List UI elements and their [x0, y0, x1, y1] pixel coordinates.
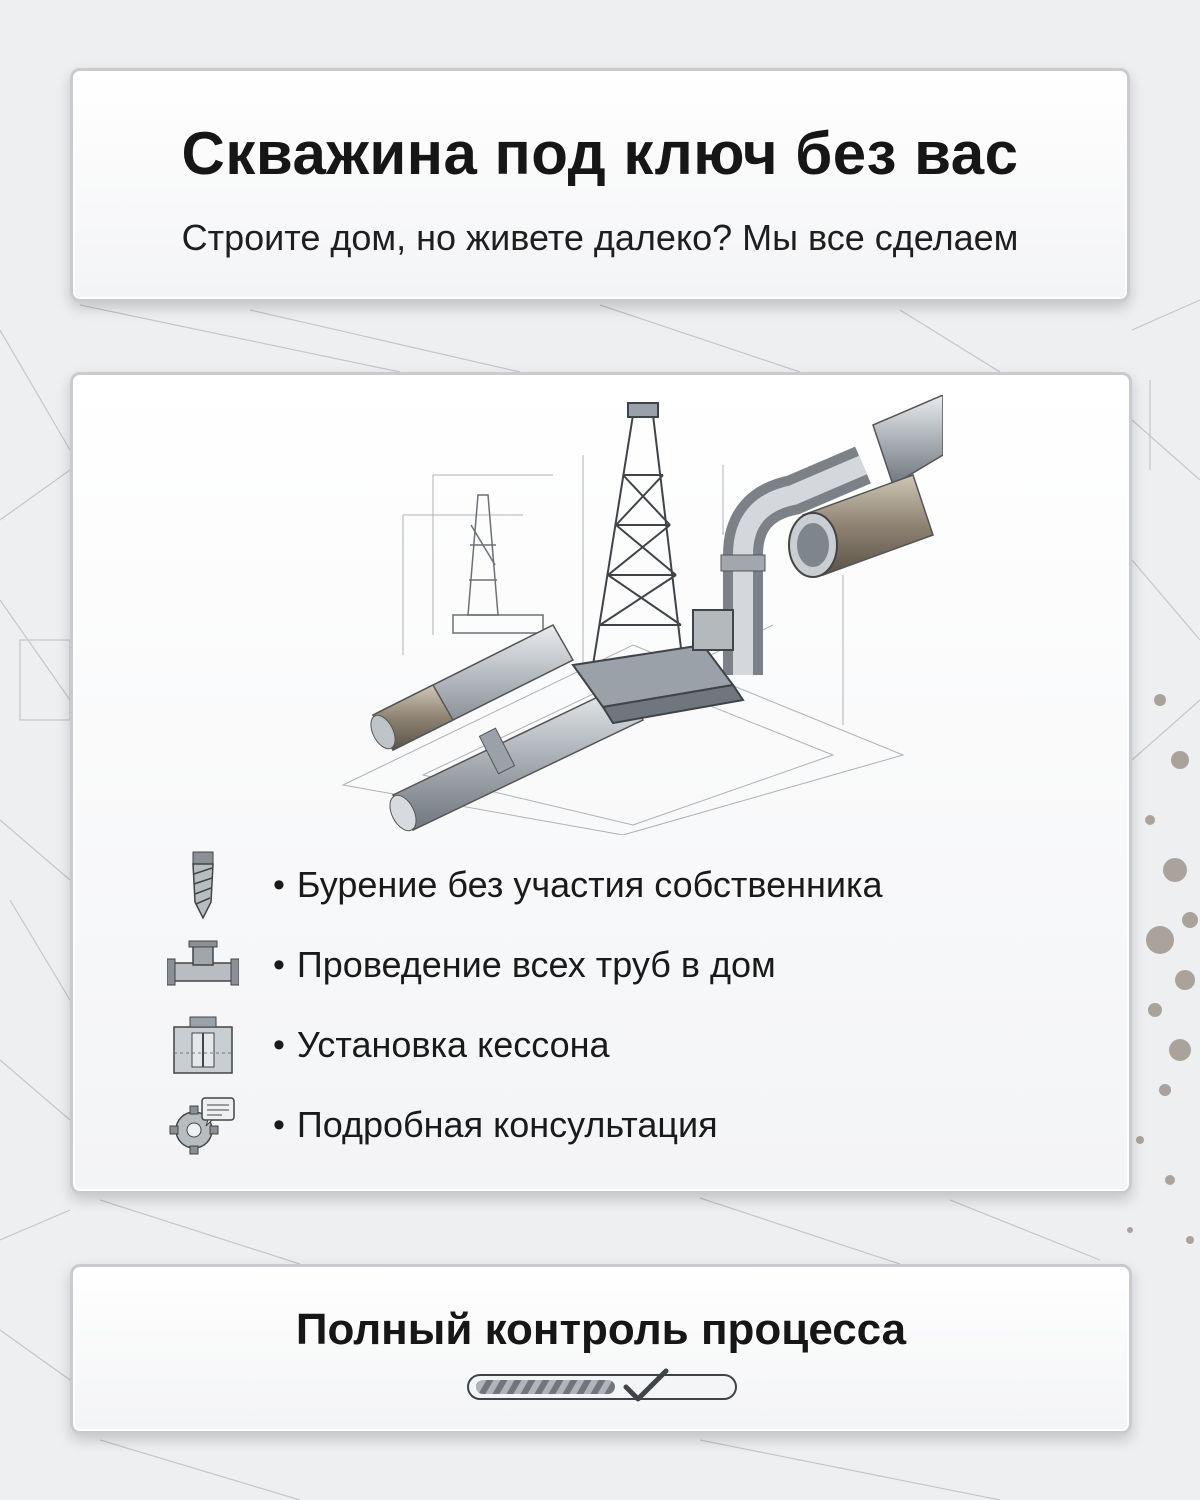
footer-card: [70, 1264, 1132, 1434]
bullet: •: [273, 1025, 285, 1064]
progress-fill: [476, 1380, 615, 1394]
footer-title: Полный контроль процесса: [295, 1305, 907, 1354]
list-item: [163, 925, 1063, 1005]
gear-chat-icon: [163, 1090, 243, 1160]
pipe-tee-icon: [163, 930, 243, 1000]
bullet: •: [273, 945, 285, 984]
feature-text: Проведение всех труб в дом: [296, 944, 776, 985]
list-item: [163, 1085, 1063, 1165]
drill-bit-icon: [163, 850, 243, 920]
feature-text: Установка кессона: [296, 1024, 610, 1065]
drilling-rig-illustration: [303, 395, 943, 835]
list-item: [163, 1005, 1063, 1085]
feature-text: Бурение без участия собственника: [296, 864, 883, 905]
services-card: [70, 372, 1132, 1194]
list-item: [163, 845, 1063, 925]
bullet: •: [273, 1105, 285, 1144]
header-card: [70, 68, 1130, 302]
feature-text: Подробная консультация: [296, 1104, 718, 1145]
features-list: [163, 845, 1063, 1165]
caisson-icon: [163, 1010, 243, 1080]
progress-bar: [466, 1367, 746, 1407]
page-subtitle: Строите дом, но живете далеко? Мы все сделаем: [181, 217, 1019, 258]
bullet: •: [273, 865, 285, 904]
page-title: Скважина под ключ без вас: [181, 120, 1019, 187]
